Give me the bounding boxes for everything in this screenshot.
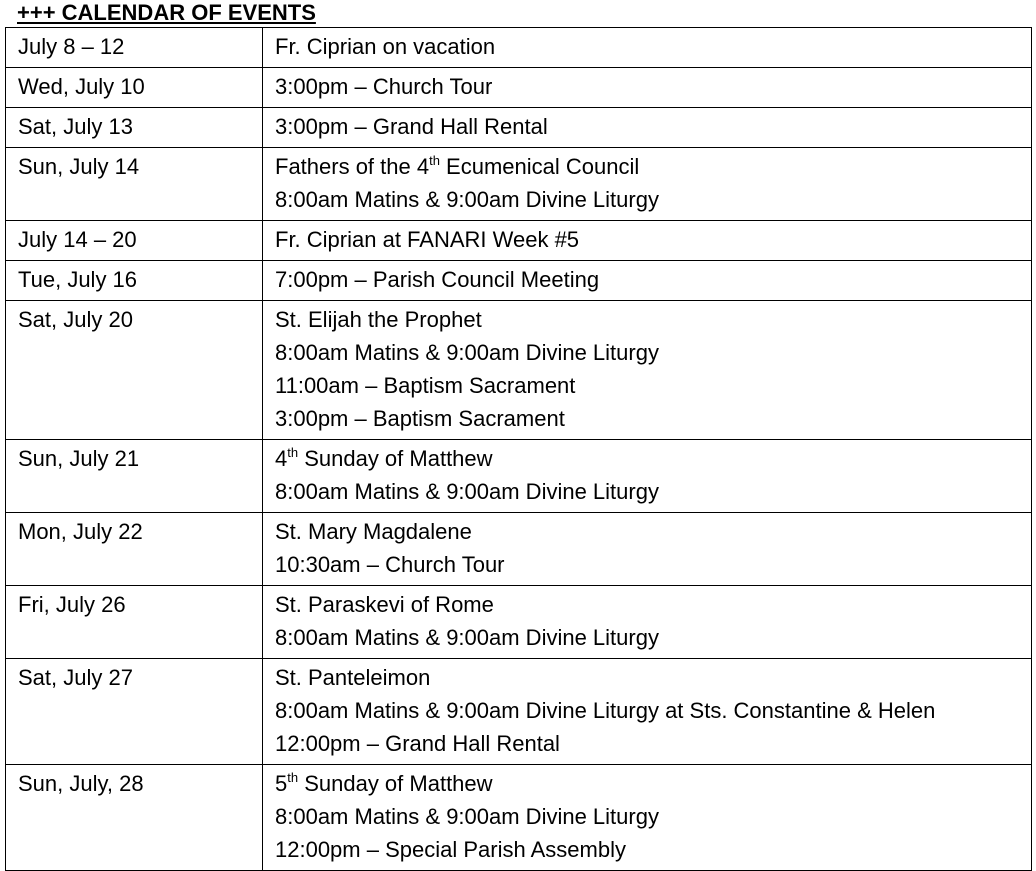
event-line: 3:00pm – Church Tour xyxy=(275,74,493,99)
event-details xyxy=(263,301,1032,440)
event-line: Fr. Ciprian on vacation xyxy=(275,34,496,59)
event-line-text: Fathers of the 4 xyxy=(275,154,430,179)
event-line: 3:00pm – Baptism Sacrament xyxy=(275,406,565,431)
event-date: Tue, July 16 xyxy=(6,261,263,301)
event-date: Mon, July 22 xyxy=(6,513,263,586)
events-table-body xyxy=(6,28,1032,871)
event-date: Sat, July 13 xyxy=(6,108,263,148)
event-line: 8:00am Matins & 9:00am Divine Liturgy xyxy=(275,479,659,504)
event-line xyxy=(275,150,1031,183)
event-line: 8:00am Matins & 9:00am Divine Liturgy xyxy=(275,187,659,212)
ordinal-suffix: th xyxy=(287,445,299,460)
event-date: July 8 – 12 xyxy=(6,28,263,68)
event-line: 7:00pm – Parish Council Meeting xyxy=(275,267,600,292)
event-details xyxy=(263,28,1032,68)
event-details xyxy=(263,440,1032,513)
event-line: 8:00am Matins & 9:00am Divine Liturgy xyxy=(275,804,659,829)
table-row xyxy=(6,301,1032,440)
table-row xyxy=(6,221,1032,261)
event-details xyxy=(263,659,1032,765)
page-title: +++ CALENDAR OF EVENTS xyxy=(17,0,316,25)
table-row xyxy=(6,148,1032,221)
event-line xyxy=(275,442,1031,475)
event-line: 8:00am Matins & 9:00am Divine Liturgy xyxy=(275,340,659,365)
event-line: St. Paraskevi of Rome xyxy=(275,592,494,617)
event-line: 8:00am Matins & 9:00am Divine Liturgy xyxy=(275,625,659,650)
event-date: Sat, July 20 xyxy=(6,301,263,440)
table-row xyxy=(6,586,1032,659)
table-row xyxy=(6,440,1032,513)
table-row xyxy=(6,765,1032,871)
event-details xyxy=(263,148,1032,221)
event-details xyxy=(263,586,1032,659)
events-table xyxy=(5,27,1032,871)
event-details xyxy=(263,68,1032,108)
event-line-text: 4 xyxy=(275,446,288,471)
event-date: Sun, July 21 xyxy=(6,440,263,513)
table-row xyxy=(6,108,1032,148)
event-details xyxy=(263,513,1032,586)
event-line: 12:00pm – Grand Hall Rental xyxy=(275,731,560,756)
event-line: St. Panteleimon xyxy=(275,665,431,690)
table-row xyxy=(6,261,1032,301)
table-row xyxy=(6,28,1032,68)
event-line: 8:00am Matins & 9:00am Divine Liturgy at Sts. Constantine & Helen xyxy=(275,698,936,723)
event-line: St. Mary Magdalene xyxy=(275,519,472,544)
event-line: 10:30am – Church Tour xyxy=(275,552,505,577)
event-date: Sun, July, 28 xyxy=(6,765,263,871)
event-line: St. Elijah the Prophet xyxy=(275,307,482,332)
event-details xyxy=(263,261,1032,301)
table-row xyxy=(6,513,1032,586)
event-line-text: Sunday of Matthew xyxy=(298,771,493,796)
table-row xyxy=(6,68,1032,108)
event-details xyxy=(263,221,1032,261)
event-date: July 14 – 20 xyxy=(6,221,263,261)
event-date: Wed, July 10 xyxy=(6,68,263,108)
ordinal-suffix: th xyxy=(287,770,299,785)
event-line: Fr. Ciprian at FANARI Week #5 xyxy=(275,227,580,252)
event-details xyxy=(263,765,1032,871)
event-line: 11:00am – Baptism Sacrament xyxy=(275,373,576,398)
event-line-text: Ecumenical Council xyxy=(439,154,640,179)
event-date: Sun, July 14 xyxy=(6,148,263,221)
event-details xyxy=(263,108,1032,148)
event-line-text: 5 xyxy=(275,771,288,796)
event-line: 12:00pm – Special Parish Assembly xyxy=(275,837,626,862)
ordinal-suffix: th xyxy=(429,153,440,168)
event-line: 3:00pm – Grand Hall Rental xyxy=(275,114,548,139)
event-line-text: Sunday of Matthew xyxy=(298,446,493,471)
event-line xyxy=(275,767,1031,800)
event-date: Fri, July 26 xyxy=(6,586,263,659)
table-row xyxy=(6,659,1032,765)
event-date: Sat, July 27 xyxy=(6,659,263,765)
